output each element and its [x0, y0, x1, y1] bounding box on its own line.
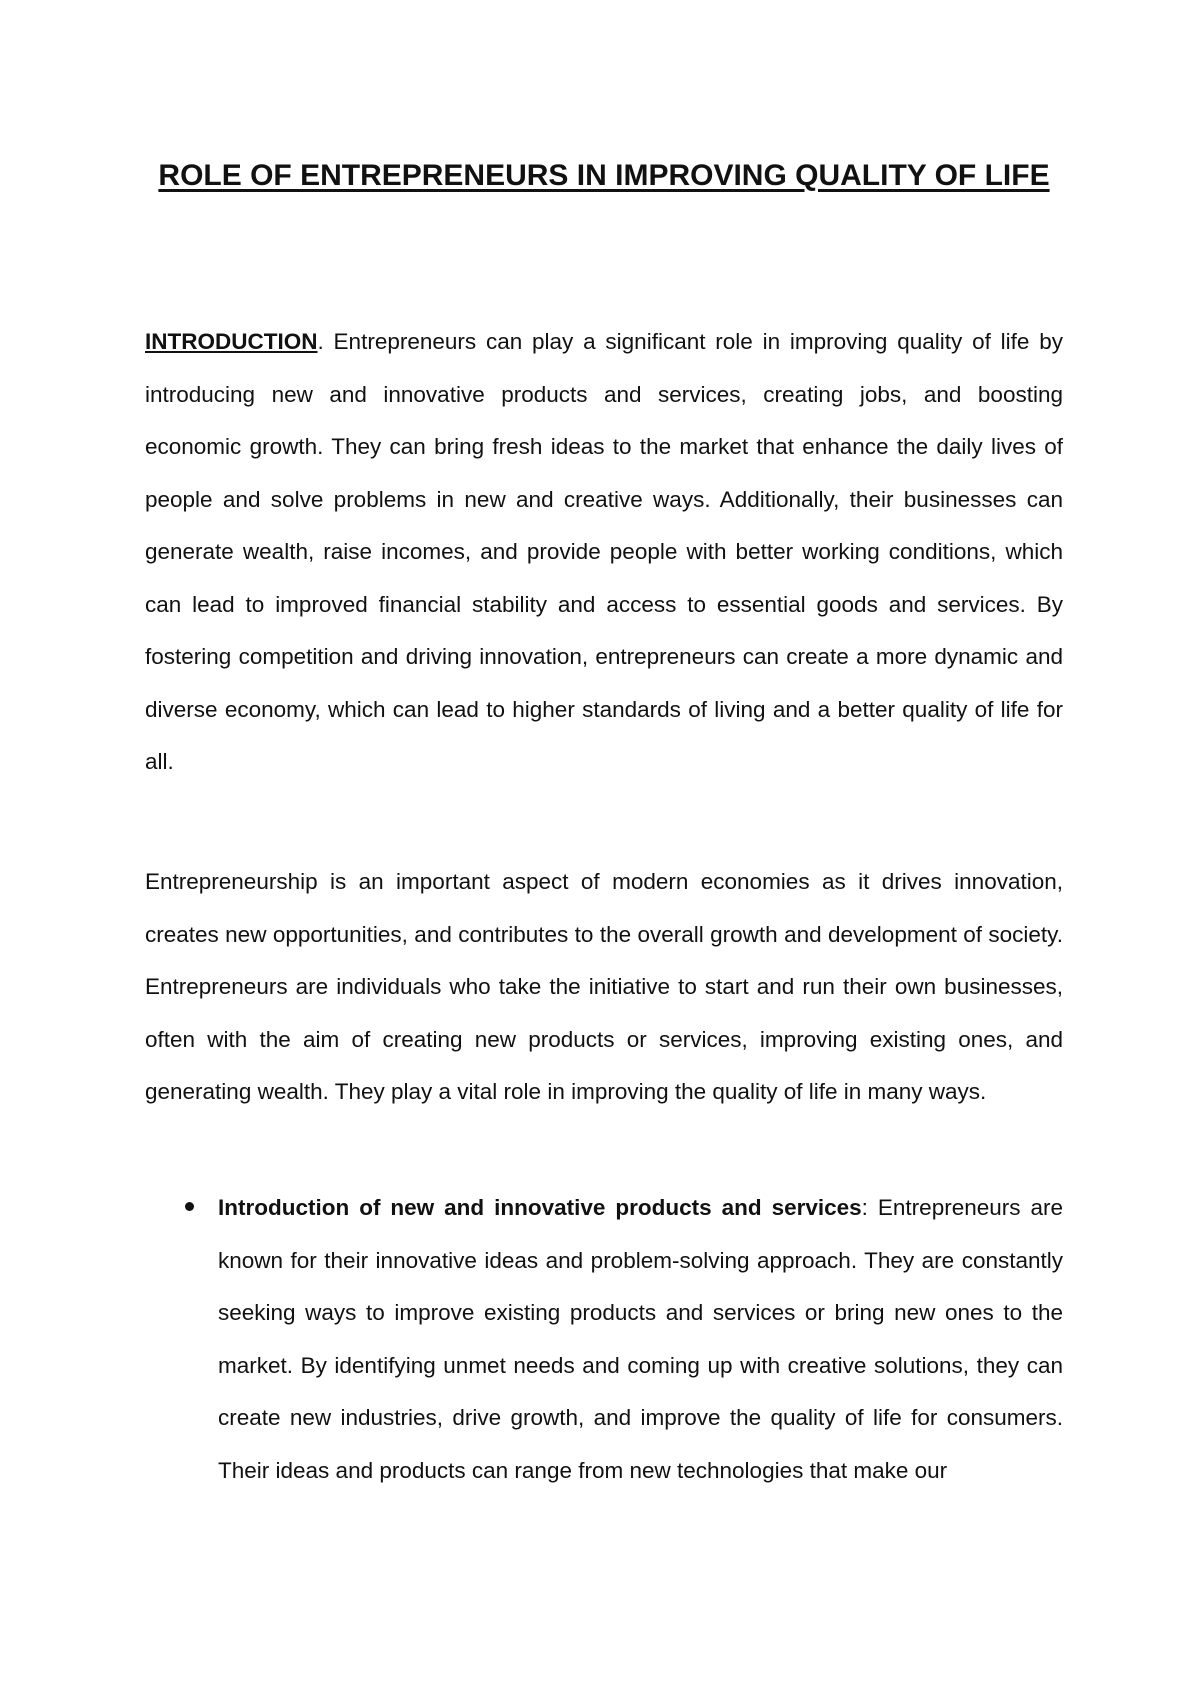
- bullet-list: [145, 1182, 1063, 1497]
- body-paragraph: Entrepreneurship is an important aspect of modern economies as it drives innovation, creates new opportunities, and contributes to the overall growth and development of society. Entrepreneurs are individuals who take the initiative to start and run their own businesses, often with the aim of creating new products or services, improving existing ones, and generating wealth. They play a vital role in improving the quality of life in many ways.: [145, 869, 1063, 1104]
- intro-label: INTRODUCTION: [145, 329, 318, 354]
- bullet-separator: :: [861, 1195, 868, 1220]
- bullet-icon: [185, 1202, 194, 1211]
- bullet-heading: Introduction of new and innovative products and services: [218, 1195, 862, 1220]
- list-item: [145, 1182, 1063, 1497]
- bullet-text: Entrepreneurs are known for their innovative ideas and problem-solving approach. They are constantly seeking ways to improve existing products and services or bring new ones to the market. By identifying unmet needs and coming up with creative solutions, they can create new industries, drive growth, and improve the quality of life for consumers. Their ideas and products can range from new technologies that make our: [218, 1195, 1063, 1483]
- intro-paragraph: [145, 316, 1063, 789]
- document-title: ROLE OF ENTREPRENEURS IN IMPROVING QUALITY OF LIFE: [158, 159, 1050, 192]
- intro-text: . Entrepreneurs can play a significant role in improving quality of life by introducing new and innovative products and services, creating jobs, and boosting economic growth. They can bring fresh ideas to the market that enhance the daily lives of people and solve problems in new and creative ways. Additionally, their businesses can generate wealth, raise incomes, and provide people with better working conditions, which can lead to improved financial stability and access to essential goods and services. By fostering competition and driving innovation, entrepreneurs can create a more dynamic and diverse economy, which can lead to higher standards of living and a better quality of life for all.: [145, 329, 1063, 774]
